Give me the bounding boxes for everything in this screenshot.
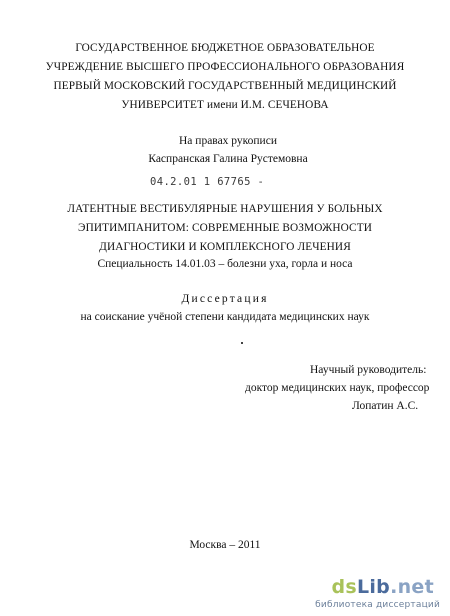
watermark-logo [331, 576, 434, 598]
place-year: Москва – 2011 [189, 539, 261, 551]
watermark-logo-lib: Lib [356, 576, 391, 598]
work-type: Диссертация [181, 293, 269, 305]
institution-line-1: ГОСУДАРСТВЕННОЕ БЮДЖЕТНОЕ ОБРАЗОВАТЕЛЬНОЕ [75, 42, 375, 54]
watermark-subtitle: библиотека диссертаций [315, 600, 440, 610]
work-purpose: на соискание учёной степени кандидата медицинских наук [80, 311, 370, 323]
supervisor-degree: доктор медицинских наук, профессор [245, 382, 430, 394]
title-line-3: ДИАГНОСТИКИ И КОМПЛЕКСНОГО ЛЕЧЕНИЯ [99, 241, 351, 253]
rights-label: На правах рукописи [179, 135, 277, 147]
institution-line-4: УНИВЕРСИТЕТ имени И.М. СЕЧЕНОВА [121, 99, 329, 111]
ink-speck [241, 342, 243, 344]
institution-line-3: ПЕРВЫЙ МОСКОВСКИЙ ГОСУДАРСТВЕННЫЙ МЕДИЦИНСКИЙ [53, 80, 397, 92]
library-stamp: 04.2.01 1 67765 - [150, 176, 265, 188]
author-name: Каспранская Галина Рустемовна [148, 153, 308, 165]
specialty: Специальность 14.01.03 – болезни уха, горла и носа [97, 258, 353, 270]
title-line-1: ЛАТЕНТНЫЕ ВЕСТИБУЛЯРНЫЕ НАРУШЕНИЯ У БОЛЬНЫХ [67, 203, 383, 215]
title-line-2: ЭПИТИМПАНИТОМ: СОВРЕМЕННЫЕ ВОЗМОЖНОСТИ [78, 222, 372, 234]
supervisor-label: Научный руководитель: [310, 364, 427, 376]
watermark-logo-ds: ds [331, 576, 357, 598]
supervisor-name: Лопатин А.С. [352, 400, 419, 412]
institution-line-2: УЧРЕЖДЕНИЕ ВЫСШЕГО ПРОФЕССИОНАЛЬНОГО ОБРАЗОВАНИЯ [45, 61, 405, 73]
watermark-logo-net: .net [390, 576, 434, 598]
